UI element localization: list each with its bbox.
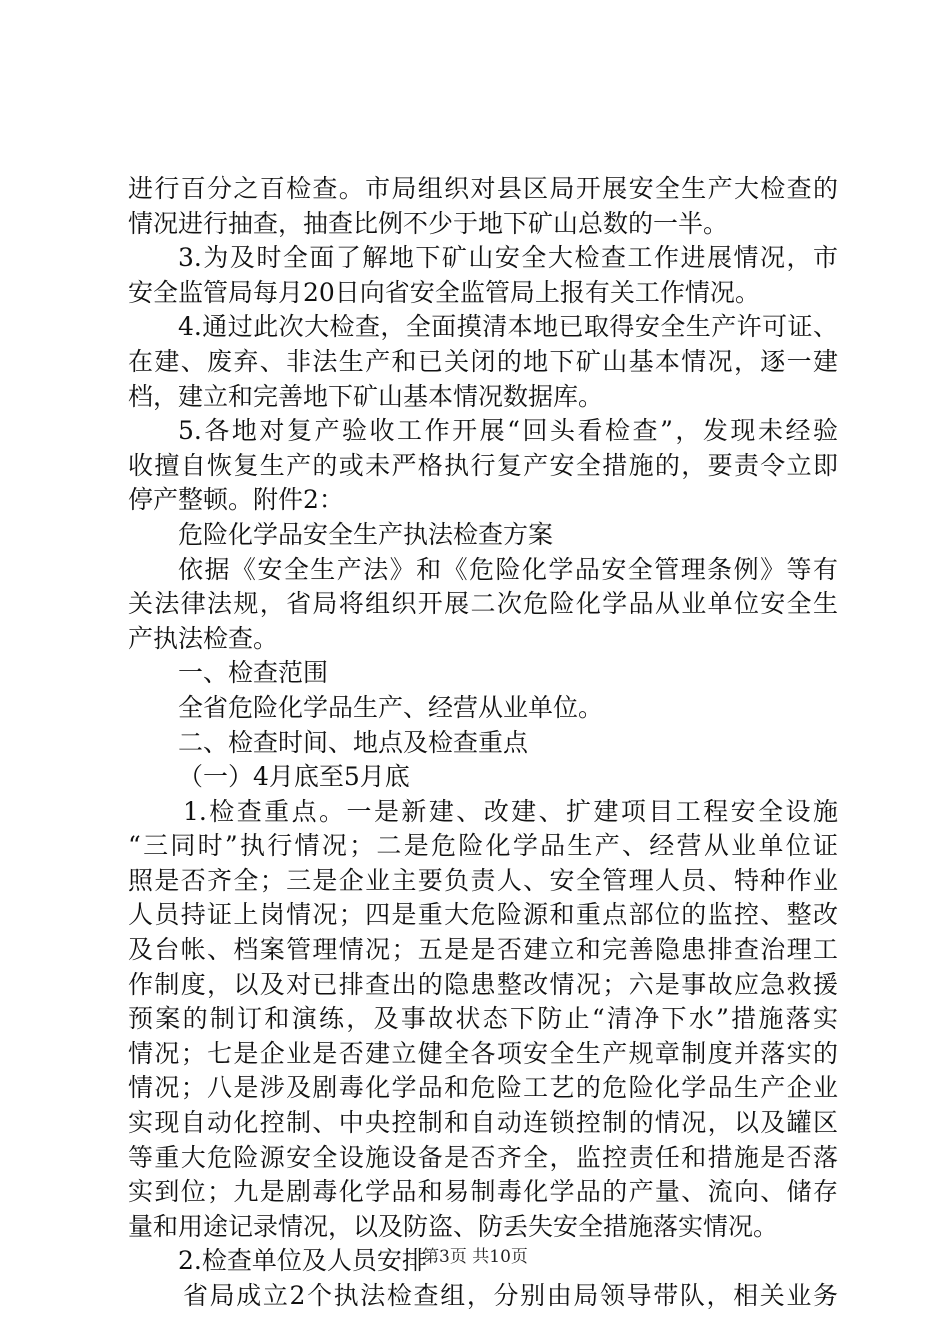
text-line: 作制度，以及对已排查出的隐患整改情况；六是事故应急救援: [128, 969, 838, 999]
text-line: 省局成立2个执法检查组，分别由局领导带队，相关业务: [183, 1281, 838, 1310]
text-line: 情况进行抽查，抽查比例不少于地下矿山总数的一半。: [128, 208, 729, 238]
text-line: 实到位；九是剧毒化学品和易制毒化学品的产量、流向、储存: [128, 1177, 838, 1207]
text-line: 及台帐、档案管理情况；五是是否建立和完善隐患排查治理工: [128, 935, 838, 965]
document-body: [128, 172, 838, 1314]
text-line: 产执法检查。: [128, 623, 279, 653]
text-line: 实现自动化控制、中央控制和自动连锁控制的情况，以及罐区: [128, 1108, 838, 1138]
text-line: （一）4月底至5月底: [178, 762, 410, 792]
text-line: 2.检查单位及人员安排: [178, 1246, 427, 1276]
text-line: 照是否齐全；三是企业主要负责人、安全管理人员、特种作业: [128, 865, 838, 895]
text-line: 进行百分之百检查。市局组织对县区局开展安全生产大检查的: [128, 174, 838, 203]
text-line: 人员持证上岗情况；四是重大危险源和重点部位的监控、整改: [128, 900, 838, 930]
text-line: 预案的制订和演练，及事故状态下防止“清净下水”措施落实: [128, 1004, 838, 1034]
text-line: 3.为及时全面了解地下矿山安全大检查工作进展情况，市: [178, 243, 838, 273]
page-footer: 第3页 共10页: [422, 1247, 528, 1267]
text-line: 收擅自恢复生产的或未严格执行复产安全措施的，要责令立即: [128, 450, 838, 480]
text-line: 量和用途记录情况，以及防盗、防丢失安全措施落实情况。: [128, 1211, 779, 1241]
text-line: 二、检查时间、地点及检查重点: [178, 727, 529, 757]
text-line: 停产整顿。附件2：: [128, 485, 344, 515]
text-line: 等重大危险源安全设施设备是否齐全，监控责任和措施是否落: [128, 1142, 838, 1172]
text-line: 情况；八是涉及剧毒化学品和危险工艺的危险化学品生产企业: [128, 1073, 838, 1103]
text-line: 4.通过此次大检查，全面摸清本地已取得安全生产许可证、: [178, 312, 838, 342]
text-line: 依据《安全生产法》和《危险化学品安全管理条例》等有: [178, 554, 838, 584]
text-line: 1.检查重点。一是新建、改建、扩建项目工程安全设施: [183, 796, 838, 826]
text-line: “三同时”执行情况；二是危险化学品生产、经营从业单位证: [128, 831, 838, 861]
text-line: 档，建立和完善地下矿山基本情况数据库。: [128, 381, 604, 411]
text-line: 情况；七是企业是否建立健全各项安全生产规章制度并落实的: [128, 1038, 838, 1068]
text-line: 全省危险化学品生产、经营从业单位。: [178, 692, 604, 722]
text-line: 一、检查范围: [178, 658, 329, 688]
text-line: 在建、废弃、非法生产和已关闭的地下矿山基本情况，逐一建: [128, 346, 838, 376]
text-line: 5.各地对复产验收工作开展“回头看检查”，发现未经验: [178, 416, 838, 446]
text-line: 危险化学品安全生产执法检查方案: [178, 519, 554, 549]
text-line: 安全监管局每月20日向省安全监管局上报有关工作情况。: [128, 277, 760, 307]
text-line: 关法律法规，省局将组织开展二次危险化学品从业单位安全生: [128, 589, 838, 619]
